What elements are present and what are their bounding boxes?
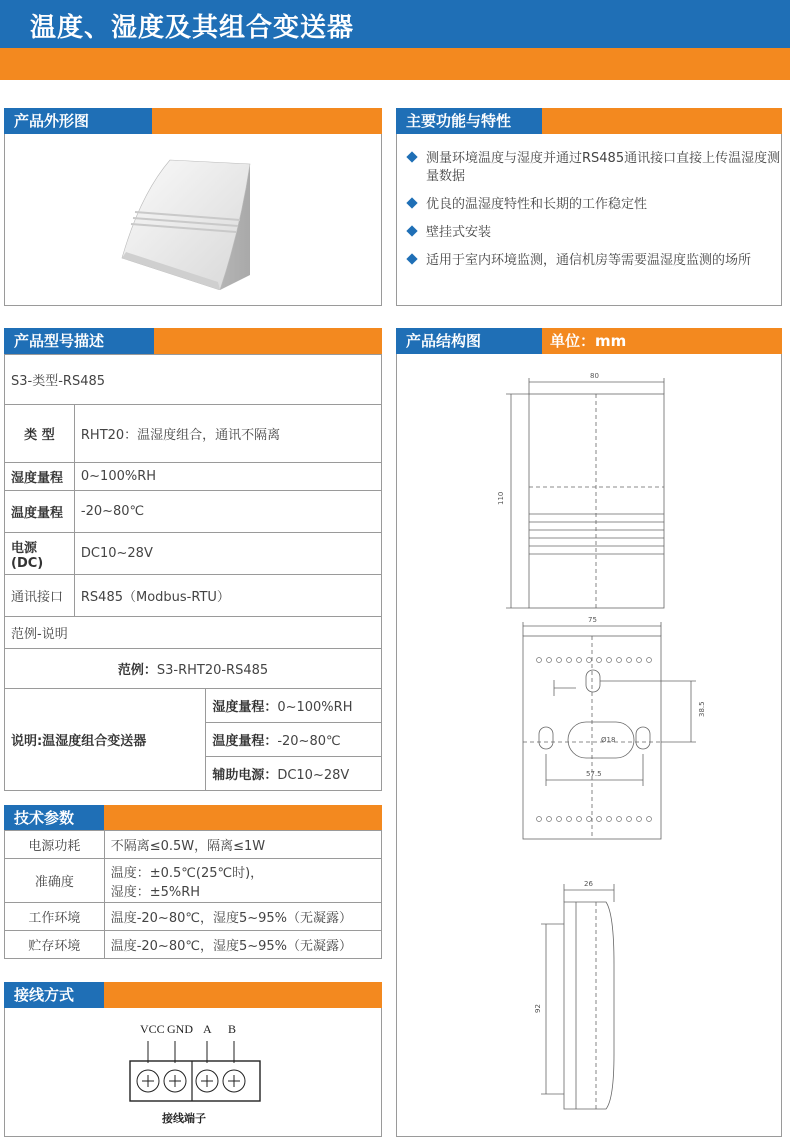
feature-item: 优良的温湿度特性和长期的工作稳定性	[404, 196, 782, 214]
terminal-label-b: B	[228, 1022, 237, 1036]
terminal-label-gnd: GND	[167, 1022, 193, 1036]
wiring-header	[4, 982, 382, 1008]
spec-table: 电源功耗 不隔离≤0.5W，隔离≤1W 准确度 温度：±0.5℃(25℃时)， 湿度：±5%RH 工作环境 温度-20~80℃，湿度5~95%（无凝露） 贮存环境 温度-20~80℃，湿度5~95%（无凝露）	[4, 830, 382, 959]
diamond-bullet-icon	[406, 225, 417, 236]
specs-header	[4, 805, 382, 831]
wiring-diagram	[120, 1015, 280, 1130]
product-photo	[100, 140, 280, 290]
terminal-label-vcc: VCC	[140, 1022, 165, 1036]
features-header	[396, 108, 782, 134]
specs-heading: 技术参数	[4, 805, 104, 831]
model-header	[4, 328, 382, 354]
feature-item: 壁挂式安装	[404, 224, 782, 242]
dim-front-height: 110	[497, 491, 505, 505]
diamond-bullet-icon	[406, 151, 417, 162]
unit-label: 单位：mm	[542, 328, 782, 354]
features-heading: 主要功能与特性	[396, 108, 542, 134]
example-heading: 范例-说明	[5, 617, 382, 649]
features-list	[404, 150, 782, 280]
example-row: 范例：S3-RHT20-RS485	[5, 649, 382, 689]
diamond-bullet-icon	[406, 197, 417, 208]
appearance-header	[4, 108, 382, 134]
dim-center-hole: Ø18	[601, 736, 616, 744]
dim-side-height: 92	[534, 1004, 542, 1013]
model-table: S3-类型-RS485 类 型 RHT20：温湿度组合，通讯不隔离 湿度量程 0~100%RH 温度量程 -20~80℃ 电源(DC) DC10~28V 通讯接口 RS485（Modbus-RTU） 范例-说明 范例：S3-RHT20-RS485 说明:温湿度组合变送器 湿度量程：0~100%RH 温度量程：-20~80℃ 辅助电源：DC10~28V	[4, 354, 382, 791]
title-bar	[0, 0, 790, 48]
title-accent-bar	[0, 48, 790, 80]
model-code: S3-类型-RS485	[5, 355, 382, 405]
dim-hole-spacing: 57.5	[586, 770, 602, 778]
feature-item: 测量环境温度与湿度并通过RS485通讯接口直接上传温湿度测量数据	[404, 150, 782, 186]
structure-heading: 产品结构图	[396, 328, 542, 354]
wiring-caption: 接线端子	[162, 1112, 206, 1125]
dim-back-width: 75	[588, 616, 597, 624]
wiring-heading: 接线方式	[4, 982, 104, 1008]
diamond-bullet-icon	[406, 253, 417, 264]
terminal-label-a: A	[203, 1022, 212, 1036]
page-title: 温度、湿度及其组合变送器	[30, 13, 355, 43]
dim-side-depth: 26	[584, 880, 593, 888]
structure-header	[396, 328, 782, 354]
appearance-heading: 产品外形图	[4, 108, 152, 134]
dim-front-width: 80	[590, 372, 599, 380]
model-heading: 产品型号描述	[4, 328, 154, 354]
feature-item: 适用于室内环境监测，通信机房等需要温湿度监测的场所	[404, 252, 782, 270]
structure-drawings	[396, 354, 782, 1137]
dim-vertical-offset: 38.5	[698, 701, 706, 717]
explain-label: 说明:温湿度组合变送器	[5, 689, 206, 791]
